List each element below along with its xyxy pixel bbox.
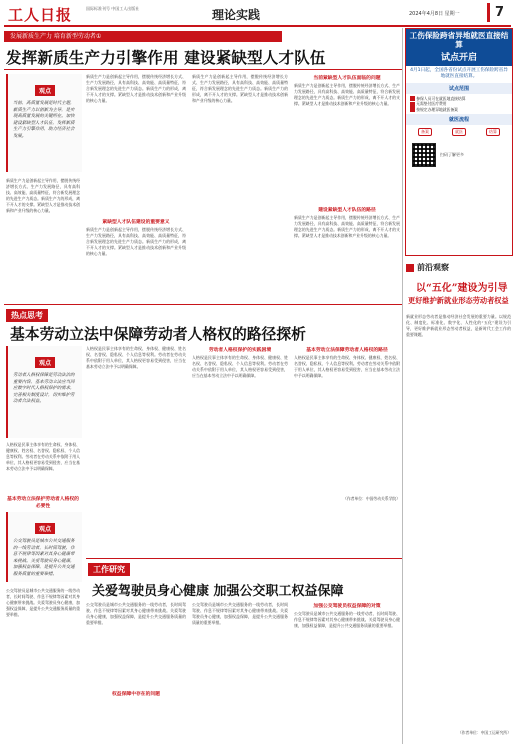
ad-list-item: 无需垫付医疗费用 bbox=[410, 101, 508, 107]
article2-section-tag: 热点思考 bbox=[6, 309, 48, 322]
viewpoint-text: 公交驾驶员是城市公共交通服务的一线劳动者，长时间驾驶、作息不规律等因素对其身心健康带来挑战。关爱驾驶员身心健康，加强权益保障，是提升公共交通服务质量的重要举措。 bbox=[13, 539, 75, 577]
dateline: 2024年4月8日 星期一 bbox=[409, 11, 460, 17]
ad-qr-row bbox=[406, 139, 512, 171]
divider bbox=[86, 558, 402, 559]
article2-body-col2: 人格权是民事主体享有的生命权、身体权、健康权、姓名权、名誉权、隐私权、个人信息等权利。劳动者在劳动关系中依附于用人单位，其人格权更容易受到侵害，应当在基本劳动立法中予以明确保障。 bbox=[86, 346, 186, 370]
article2-headline: 基本劳动立法中保障劳动者人格权的路径探析 bbox=[10, 326, 306, 343]
article2-body-col3: 人格权是民事主体享有的生命权、身体权、健康权、姓名权、名誉权、隐私权、个人信息等权利。劳动者在劳动关系中依附于用人单位，其人格权更容易受到侵害，应当在基本劳动立法中予以明确保障。 bbox=[192, 355, 288, 379]
article1-subhead-2: 当前紧缺型人才队伍面临的问题 bbox=[313, 76, 381, 81]
article1-body-col4: 新质生产力是创新起主导作用，摆脱传统经济增长方式、生产力发展路径，具有高科技、高效能、高质量特征，符合新发展理念的先进生产力质态。新质生产力的形成，离不开人才的支撑。紧缺型人才是推动技术创新和产业升级的核心力量。 bbox=[294, 83, 400, 107]
ad-highlight-2: 就医流程 bbox=[406, 114, 512, 125]
masthead bbox=[4, 3, 511, 27]
ad-list-item: 参保人员可在就医地直接结算 bbox=[410, 96, 508, 102]
ad-highlight-1: 试点范围 bbox=[406, 83, 512, 94]
viewpoint-tag: 观点 bbox=[35, 357, 55, 368]
ad-tag: 备案 bbox=[418, 128, 432, 136]
article1-subhead-3: 建设紧缺型人才队伍的路径 bbox=[318, 208, 376, 213]
article2-body-col4: 人格权是民事主体享有的生命权、身体权、健康权、姓名权、名誉权、隐私权、个人信息等权利。劳动者在劳动关系中依附于用人单位，其人格权更容易受到侵害，应当在基本劳动立法中予以明确保障。 bbox=[294, 355, 400, 379]
article2-viewpoint bbox=[6, 346, 82, 438]
ad-list bbox=[406, 94, 512, 115]
front-tag-row bbox=[406, 262, 511, 273]
article1-headline: 发挥新质生产力引擎作用 建设紧缺型人才队伍 bbox=[6, 48, 326, 67]
series-band: 发展新质生产力 培育新型劳动者① bbox=[4, 31, 282, 42]
section-title: 理论实践 bbox=[212, 8, 261, 22]
article1-body-col4b: 新质生产力是创新起主导作用，摆脱传统经济增长方式、生产力发展路径，具有高科技、高效能、高质量特征，符合新发展理念的先进生产力质态。新质生产力的形成，离不开人才的支撑。紧缺型人才是推动技术创新和产业升级的核心力量。 bbox=[294, 215, 400, 239]
article1-body-col3: 新质生产力是创新起主导作用，摆脱传统经济增长方式、生产力发展路径，具有高科技、高效能、高质量特征，符合新发展理念的先进生产力质态。新质生产力的形成，离不开人才的支撑。紧缺型人才是推动技术创新和产业升级的核心力量。 bbox=[192, 74, 288, 104]
article3-body-col2: 公交驾驶员是城市公共交通服务的一线劳动者，长时间驾驶、作息不规律等因素对其身心健康带来挑战。关爱驾驶员身心健康，加强权益保障，是提升公共交通服务质量的重要举措。 bbox=[86, 602, 186, 626]
logo-subtitle: 国际标准刊号 中国工人出版社 bbox=[86, 6, 140, 11]
article3-body-col1: 公交驾驶员是城市公共交通服务的一线劳动者，长时间驾驶、作息不规律等因素对其身心健康带来挑战。关爱驾驶员身心健康，加强权益保障，是提升公共交通服务质量的重要举措。 bbox=[6, 588, 80, 618]
article1-viewpoint bbox=[6, 74, 82, 172]
tag-square-icon bbox=[406, 264, 414, 272]
front-headline-1: 以“五化”建设为引导 bbox=[416, 283, 508, 294]
article1-subhead-1: 紧缺型人才队伍建设的重要意义 bbox=[102, 220, 170, 225]
ad-tag: 就医 bbox=[452, 128, 466, 136]
front-headline-2: 更好维护新就业形态劳动者权益 bbox=[408, 296, 509, 305]
article3-subhead-2: 加强公交驾驶员权益保障的对策 bbox=[313, 604, 381, 609]
article2-subhead-1: 基本劳动立法保护劳动者人格权的必要性 bbox=[7, 497, 79, 509]
article2-byline: （作者单位：中国劳动关系学院） bbox=[343, 496, 400, 501]
viewpoint-text: 劳动者人格权保障是劳动法治的重要内容，基本劳动立法应当回应数字时代人格权保护的需求，完善相关制度设计，切实维护劳动者合法权益。 bbox=[13, 373, 75, 404]
insurance-ad bbox=[405, 28, 513, 256]
front-body: 新就业形态劳动者是推动经济社会发展的重要力量。以规范化、制度化、标准化、数字化、人性化的“五化”建设为引导，更好维护新就业形态劳动者权益，是新时代工会工作的重要课题。 bbox=[406, 314, 511, 338]
bullet-icon bbox=[410, 107, 415, 112]
article1-body-col2b: 新质生产力是创新起主导作用，摆脱传统经济增长方式、生产力发展路径，具有高科技、高效能、高质量特征，符合新发展理念的先进生产力质态。新质生产力的形成，离不开人才的支撑。紧缺型人才是推动技术创新和产业升级的核心力量。 bbox=[86, 227, 186, 257]
article2-subhead-3: 基本劳动立法保障劳动者人格权的路径 bbox=[306, 348, 388, 353]
article2-subhead-2: 劳动者人格权保护的实践困境 bbox=[208, 348, 272, 353]
ad-title: 工伤保险跨省异地就医直接结算 bbox=[406, 29, 512, 50]
qr-code-icon[interactable] bbox=[412, 143, 436, 167]
viewpoint-tag: 观点 bbox=[35, 85, 55, 96]
ad-lead: 4月1日起，全国各省份试点开展工伤保险跨省异地就医直接结算。 bbox=[410, 68, 508, 80]
front-byline: （作者单位：中国工运研究所） bbox=[457, 730, 511, 735]
article1-body-col1: 新质生产力是创新起主导作用，摆脱传统经济增长方式、生产力发展路径，具有高科技、高效能、高质量特征，符合新发展理念的先进生产力质态。新质生产力的形成，离不开人才的支撑。紧缺型人才是推动技术创新和产业升级的核心力量。 bbox=[6, 178, 80, 214]
article2-viewpoint-2 bbox=[6, 512, 82, 582]
column-divider bbox=[402, 28, 403, 744]
article3-subhead-1: 权益保障中存在的问题 bbox=[112, 692, 160, 697]
ad-subtitle: 试点开启 bbox=[406, 50, 512, 66]
article3-body-col4: 公交驾驶员是城市公共交通服务的一线劳动者，长时间驾驶、作息不规律等因素对其身心健康带来挑战。关爱驾驶员身心健康，加强权益保障，是提升公共交通服务质量的重要举措。 bbox=[294, 611, 400, 629]
article3-section-tag: 工作研究 bbox=[88, 563, 130, 576]
divider bbox=[4, 69, 402, 70]
ad-tag: 结算 bbox=[486, 128, 500, 136]
article3-headline: 关爱驾驶员身心健康 加强公交职工权益保障 bbox=[92, 584, 344, 599]
article1-body-col2: 新质生产力是创新起主导作用，摆脱传统经济增长方式、生产力发展路径，具有高科技、高效能、高质量特征，符合新发展理念的先进生产力质态。新质生产力的形成，离不开人才的支撑。紧缺型人才是推动技术创新和产业升级的核心力量。 bbox=[86, 74, 186, 104]
article3-body-col3: 公交驾驶员是城市公共交通服务的一线劳动者，长时间驾驶、作息不规律等因素对其身心健康带来挑战。关爱驾驶员身心健康，加强权益保障，是提升公共交通服务质量的重要举措。 bbox=[192, 602, 288, 626]
divider bbox=[4, 304, 402, 305]
ad-list-item: 按规定办理异地就医备案 bbox=[410, 107, 508, 113]
article2-body-col1: 人格权是民事主体享有的生命权、身体权、健康权、姓名权、名誉权、隐私权、个人信息等权利。劳动者在劳动关系中依附于用人单位，其人格权更容易受到侵害，应当在基本劳动立法中予以明确保障。 bbox=[6, 442, 80, 472]
qr-caption: 扫码了解更多 bbox=[440, 152, 464, 158]
ad-tags bbox=[406, 125, 512, 139]
front-section-tag: 前沿观察 bbox=[417, 263, 449, 272]
page-number: 7 bbox=[487, 3, 509, 22]
newspaper-logo: 工人日报 bbox=[8, 6, 73, 24]
viewpoint-text: 当前，高质量发展是时代主题，新质生产力以创新为主导，是实现高质量发展的关键所在。加快建设紧缺型人才队伍，发挥新质生产力引擎作用，助力经济社会发展。 bbox=[13, 101, 75, 139]
viewpoint-tag: 观点 bbox=[35, 523, 55, 534]
